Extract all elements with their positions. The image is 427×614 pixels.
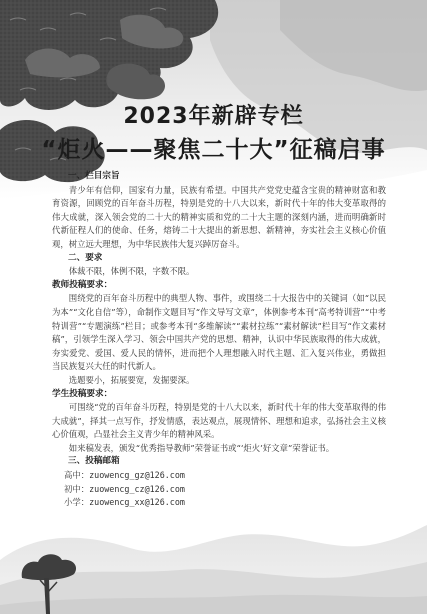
email-row-middle-school	[52, 483, 386, 497]
teacher-note: 选题要小，拓展要宽，发掘要深。	[68, 374, 195, 385]
requirements-paragraph: 体裁不限，体例不限，字数不限。	[68, 266, 195, 277]
student-heading: 学生投稿要求：	[52, 388, 113, 399]
email-label: 小学：	[64, 497, 90, 508]
email-label: 高中：	[64, 470, 90, 481]
email-link[interactable]: zuowencg_xx@126.com	[89, 497, 185, 508]
email-row-high-school	[52, 469, 386, 483]
email-link[interactable]: zuowencg_cz@126.com	[89, 483, 185, 494]
email-row-primary-school	[52, 496, 386, 510]
page-title-line2: “炬火——聚焦二十大”征稿启事	[41, 137, 386, 163]
teacher-heading: 教师投稿要求：	[52, 279, 113, 290]
section-heading-email: 三、投稿邮箱	[68, 456, 120, 467]
email-link[interactable]: zuowencg_gz@126.com	[89, 470, 185, 481]
student-paragraph: 可围绕“党的百年奋斗历程，特别是党的十八大以来，新时代十年的伟大变革取得的伟大成就”，择其一点写作，抒发情感，表达观点，展现情怀、理想和追求，弘扬社会主义核心价值观，凸显社会主义青少年的精神风采。	[52, 402, 386, 440]
teacher-paragraph: 围绕党的百年奋斗历程中的典型人物、事件，或围绕二十大报告中的关键词（如“以民为本”“文化自信”等），命制作文题目写“作文导写文章”，体例参考本刊“高考特训营”“中考特训营”“专题演练”栏目；或参考本刊“多维解读”“素材拉练”“素材解读”栏目写“作文素材稿”，引领学生深入学习、领会中国共产党的思想、精神，认识中华民族取得的伟大成就，夯实爱党、爱国、爱人民的情怀，进而把个人理想融入时代主题、汇入复兴伟业，勇做担当民族复兴大任的时代新人。	[52, 293, 386, 372]
notice-body	[52, 170, 386, 510]
email-label: 初中：	[64, 483, 90, 494]
award-paragraph: 如来稿发表，颁发“优秀指导教师”荣誉证书或“‘炬火’好文章”荣誉证书。	[68, 442, 335, 453]
section-heading-purpose: 一、栏目宗旨	[68, 171, 120, 181]
purpose-paragraph: 青少年有信仰，国家有力量，民族有希望。中国共产党党史蕴含宝贵的精神财富和教育资源，回顾党的百年奋斗历程，特别是党的十八大以来，新时代十年的伟大变革取得的伟大成就，深入领会党的二十大的精神实质和党的二十大主题的深刻内涵，进而明确新时代新征程人们的使命、任务，熔铸二十大提出的新思想、新精神，夯实社会主义核心价值观，树立远大理想，为中华民族伟大复兴踔厉奋斗。	[52, 184, 386, 249]
section-heading-requirements: 二、要求	[68, 252, 103, 263]
page-title-line1: 2023年新辟专栏	[123, 104, 304, 129]
